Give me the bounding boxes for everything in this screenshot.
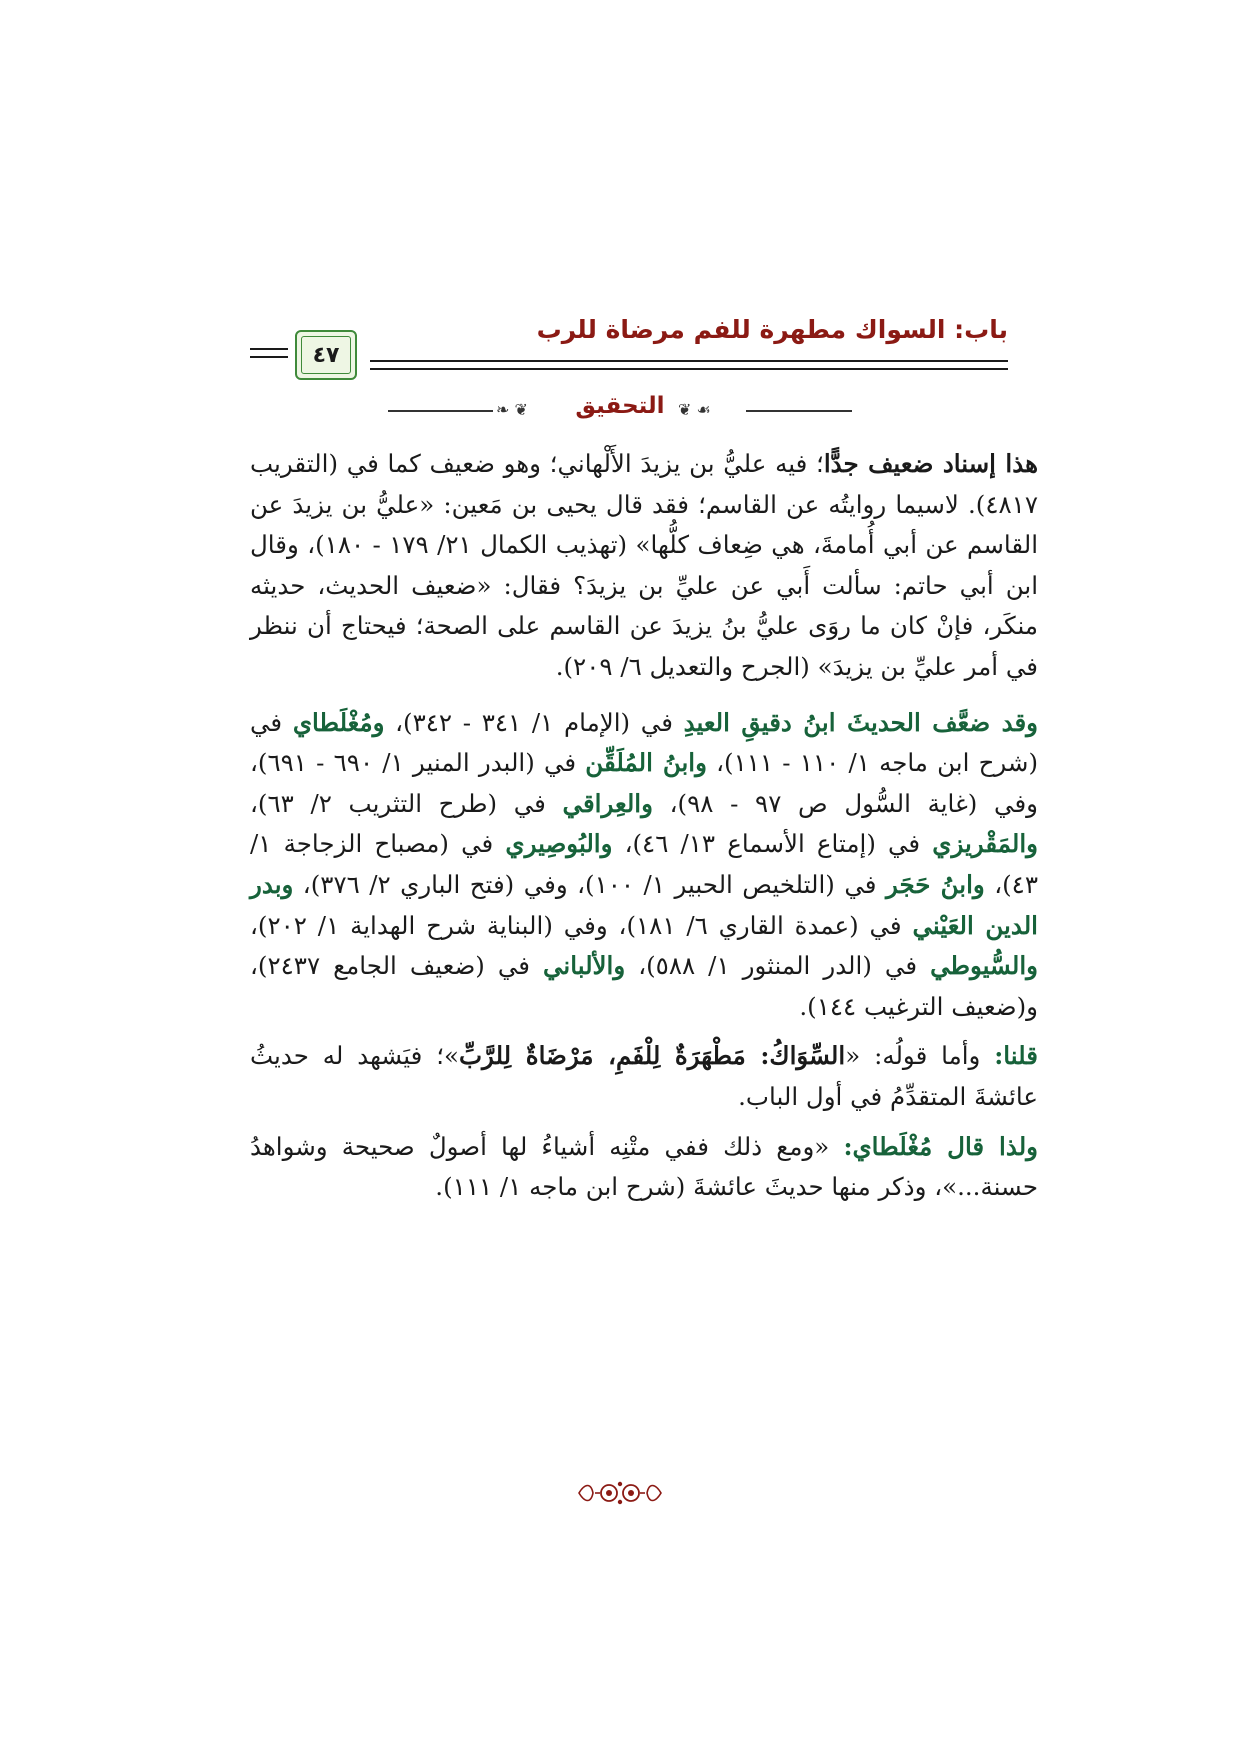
body-text: [250, 444, 1038, 1208]
page-header: [250, 315, 1008, 383]
text-run: «ومع ذلك ففي متْنِه أشياءُ لها أصولٌ صحيحة وشواهدُ حسنة...»، وذكر منها حديثَ عائشةَ (شرح ابن ماجه ١/ ١١١).: [250, 1131, 1038, 1202]
verdict-text: هذا إسناد ضعيف جدًّا: [823, 449, 1039, 478]
paragraph-4: [250, 1127, 1038, 1208]
end-ornament-icon: [575, 1475, 665, 1511]
heading-ornament-right-icon: ☙ ❦: [678, 400, 711, 419]
header-rule-left-top: [250, 348, 288, 350]
text-run: وأما قولُه: «: [845, 1041, 995, 1071]
heading-line-left: [388, 410, 493, 412]
scholar-name: ومُغْلَطاي: [292, 707, 385, 737]
paragraph-3: [250, 1036, 1038, 1117]
heading-ornament-left-icon: ❦ ❧: [496, 400, 528, 419]
text-run: في (مصباح الزجاجة ١/ ٤٣)،: [250, 829, 1038, 899]
heading-line-right: [746, 410, 852, 412]
section-heading: [388, 393, 852, 424]
scholar-name: وابنُ حَجَر: [885, 869, 985, 899]
paragraph-2: [250, 703, 1038, 1028]
page-number-badge: [295, 330, 357, 380]
text-run: في (عمدة القاري ٦/ ١٨١)، وفي (البناية شرح الهداية ١/ ٢٠٢)،: [250, 910, 913, 940]
scholar-name: وبدر الدين العَيْني: [250, 869, 1038, 940]
text-run: في (شرح ابن ماجه ١/ ١١٠ - ١١١)،: [250, 707, 1039, 778]
header-rule-left-bottom: [250, 356, 288, 358]
text-run: في (طرح التثريب ٢/ ٦٣)،: [250, 788, 563, 818]
header-rule-right-top: [370, 360, 1008, 362]
text-run: في (ضعيف الجامع ٢٤٣٧)، و(ضعيف الترغيب ١٤٤).: [250, 951, 1038, 1021]
lead-in-label: ولذا قال مُغْلَطاي:: [843, 1131, 1038, 1161]
scholar-name: وابنُ المُلَقِّن: [585, 748, 707, 778]
text-run: ؛ فيه عليُّ بن يزيدَ الأَلْهاني؛ وهو ضعيف كما في (التقريب ٤٨١٧). لاسيما روايتُه عن القاسم؛ فقد قال يحيى بن مَعين: «عليُّ بن يزيدَ عن القاسم عن أبي أُمامةَ، هي ضِعاف كلُّها» (تهذيب الكمال ٢١/ ١٧٩ - ١٨٠)، وقال ابن أبي حاتم: سألت أَبي عن عليِّ بن يزيدَ؟ فقال: «ضعيف الحديث، حديثه منكَر، فإنْ كان ما روَى عليُّ بنُ يزيدَ عن القاسم على الصحة؛ فيحتاج أن ننظر في أمر عليِّ بن يزيدَ» (الجرح والتعديل ٦/ ٢٠٩).: [250, 449, 1039, 681]
scholar-name: والمَقْريزي: [932, 829, 1038, 859]
page-number: ٤٧: [301, 336, 351, 374]
scholar-name: والألباني: [542, 951, 626, 981]
text-run: في (التلخيص الحبير ١/ ١٠٠)، وفي (فتح الباري ٢/ ٣٧٦)،: [293, 869, 886, 899]
scholar-name: والسُّيوطي: [930, 951, 1038, 981]
text-run: »؛ فيَشهد له حديثُ عائشةَ المتقدِّمُ في أول الباب.: [250, 1041, 1038, 1111]
hadith-quote: السِّوَاكُ: مَطْهَرَةٌ لِلْفَمِ، مَرْضَاةٌ لِلرَّبِّ: [458, 1041, 846, 1071]
section-heading-text: التحقيق: [575, 393, 665, 419]
lead-in-label: قلنا:: [994, 1041, 1038, 1071]
scholar-name: والبُوصِيري: [505, 829, 613, 859]
header-rule-right-bottom: [370, 368, 1008, 370]
running-title: باب: السواك مطهرة للفم مرضاة للرب: [536, 315, 1008, 344]
text-run: في (البدر المنير ١/ ٦٩٠ - ٦٩١)، وفي (غاية السُّول ص ٩٧ - ٩٨)،: [250, 748, 1038, 818]
text-run: في (الدر المنثور ١/ ٥٨٨)،: [625, 951, 931, 981]
text-run: في (الإمام ١/ ٣٤١ - ٣٤٢)،: [384, 707, 684, 737]
scholar-name: والعِراقي: [562, 788, 653, 818]
scholar-name: وقد ضعَّف الحديثَ ابنُ دقيقِ العيدِ: [683, 707, 1038, 737]
paragraph-1: [250, 444, 1038, 688]
text-run: في (إمتاع الأسماع ١٣/ ٤٦)،: [612, 829, 933, 859]
